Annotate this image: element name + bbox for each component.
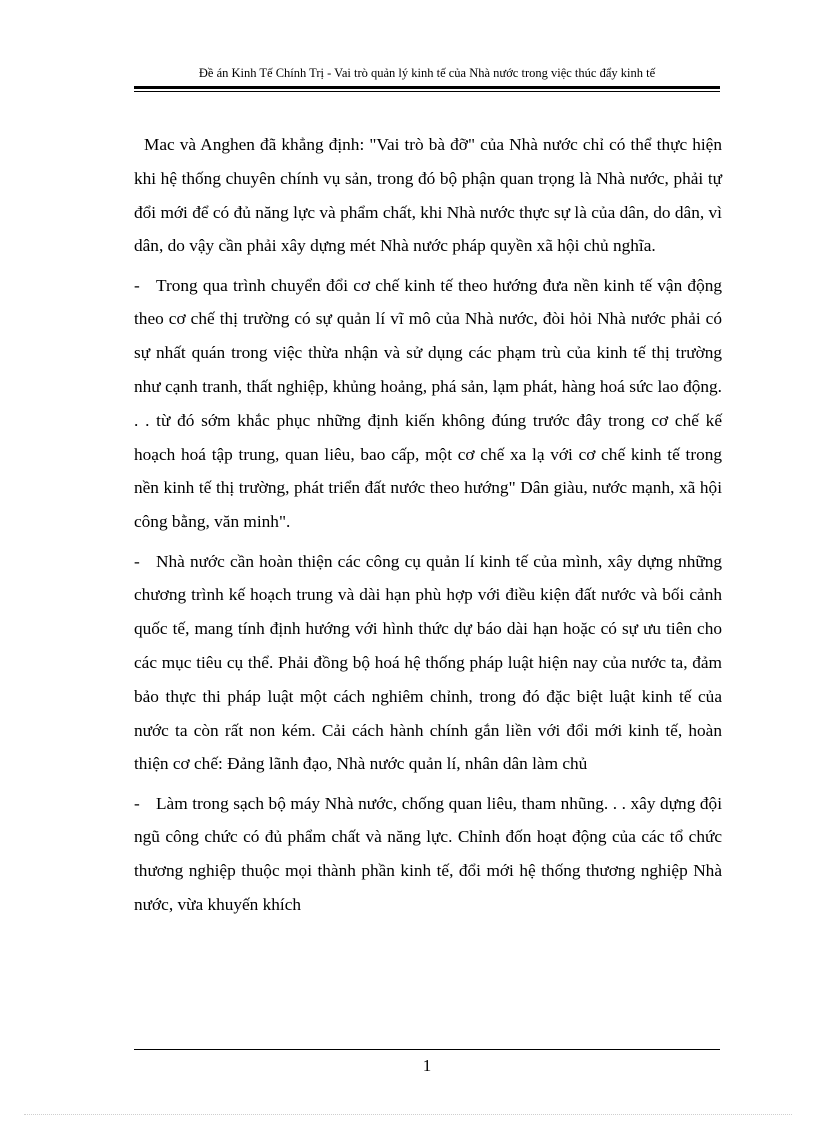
- footer-rule: [134, 1049, 720, 1050]
- header-rule-thin: [134, 91, 720, 92]
- bullet-dash: -: [134, 551, 140, 571]
- paragraph-text: Trong qua trình chuyển đổi cơ chế kinh tế theo hướng đưa nền kinh tế vận động theo cơ chế thị trường có sự quản lí vĩ mô của Nhà nước, đòi hỏi Nhà nước phải có sự nhất quán trong việc thừa nhận và sử dụng các phạm trù của kinh tế thị trường như cạnh tranh, thất nghiệp, khủng hoảng, phá sản, lạm phát, hàng hoá sức lao động. . . từ đó sớm khắc phục những định kiến không đúng trước đây trong cơ chế kế hoạch hoá tập trung, quan liêu, bao cấp, một cơ chế xa lạ với cơ chế kinh tế trong nền kinh tế thị trường, phát triển đất nước theo hướng" Dân giàu, nước mạnh, xã hội công bằng, văn minh".: [134, 275, 722, 532]
- page-edge-divider: [24, 1114, 792, 1115]
- paragraph-bullet: [134, 269, 722, 539]
- paragraph-text: Nhà nước cần hoàn thiện các công cụ quản lí kinh tế của mình, xây dựng những chương trình kế hoạch trung và dài hạn phù hợp với điều kiện đất nước và bối cảnh quốc tế, mang tính định hướng với hình thức dự báo dài hạn hoặc có sự ưu tiên cho các mục tiêu cụ thể. Phải đồng bộ hoá hệ thống pháp luật hiện nay của nước ta, đảm bảo thực thi pháp luật một cách nghiêm chỉnh, trong đó đặc biệt luật kinh tế của nước ta còn rất non kém. Cải cách hành chính gắn liền với đổi mới kinh tế, hoàn thiện cơ chế: Đảng lãnh đạo, Nhà nước quản lí, nhân dân làm chủ: [134, 551, 722, 774]
- bullet-dash: -: [134, 793, 140, 813]
- paragraph-bullet: [134, 545, 722, 782]
- bullet-dash: -: [134, 275, 140, 295]
- page-number: 1: [422, 1056, 432, 1075]
- paragraph-intro: [134, 128, 722, 263]
- paragraph-text: Làm trong sạch bộ máy Nhà nước, chống quan liêu, tham nhũng. . . xây dựng đội ngũ công chức có đủ phẩm chất và năng lực. Chỉnh đốn hoạt động của các tổ chức thương nghiệp thuộc mọi thành phần kinh tế, đổi mới hệ thống thương nghiệp Nhà nước, vừa khuyến khích: [134, 793, 722, 915]
- document-body: [134, 128, 722, 927]
- running-header: Đề án Kinh Tế Chính Trị - Vai trò quản lý kinh tế của Nhà nước trong việc thúc đẩy kinh tế: [198, 66, 656, 80]
- header-rule-thick: [134, 86, 720, 89]
- paragraph-text: Mac và Anghen đã khẳng định: "Vai trò bà đỡ" của Nhà nước chỉ có thể thực hiện khi hệ thống chuyên chính vụ sản, trong đó bộ phận quan trọng là Nhà nước, phải tự đổi mới để có đủ năng lực và phẩm chất, khi Nhà nước thực sự là của dân, do dân, vì dân, do vậy cần phải xây dựng mét Nhà nước pháp quyền xã hội chủ nghĩa.: [134, 135, 722, 256]
- paragraph-bullet: [134, 787, 722, 922]
